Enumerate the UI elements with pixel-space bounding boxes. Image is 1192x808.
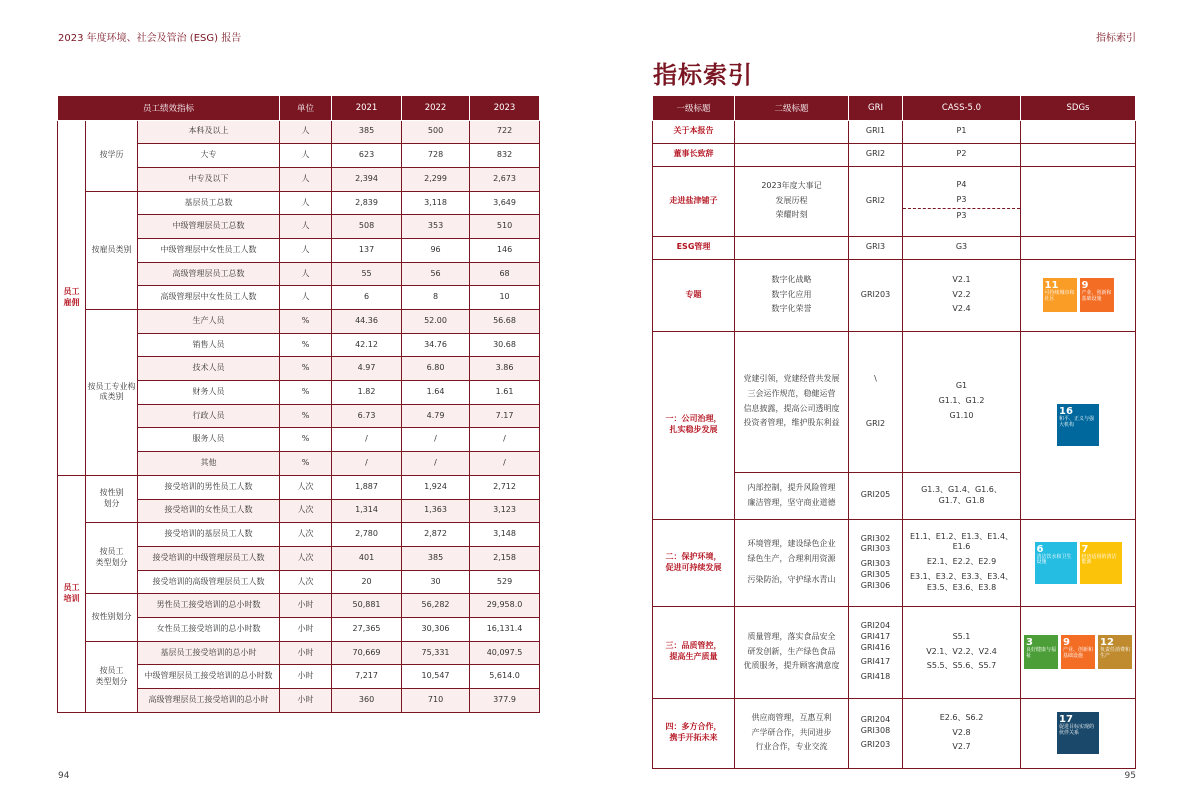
value-2022: 52.00: [402, 310, 470, 334]
cass-code: G1.3、G1.4、G1.6、 G1.7、G1.8: [903, 472, 1021, 519]
sdg-number: 9: [1081, 280, 1089, 291]
indicator-name: 销售人员: [138, 333, 280, 357]
value-2022: 30,306: [402, 617, 470, 641]
value-2022: 75,331: [402, 641, 470, 665]
category-employment: 员工 雇佣: [58, 120, 86, 475]
level1-title: 三：品质管控， 提高生产质量: [653, 606, 735, 698]
unit: 人次: [280, 546, 332, 570]
sdg-cell: [1021, 120, 1136, 143]
value-2021: 401: [332, 546, 402, 570]
sdg-9-icon: [1080, 278, 1114, 312]
sdg-6-icon: [1035, 542, 1077, 584]
value-2021: 7,217: [332, 665, 402, 689]
unit: 人次: [280, 475, 332, 499]
sdg-17-icon: [1057, 712, 1099, 754]
col-header-gri: GRI: [849, 96, 903, 120]
value-2021: 6.73: [332, 404, 402, 428]
value-2023: /: [470, 452, 540, 476]
value-2022: 1,363: [402, 499, 470, 523]
cass-item: G1: [955, 381, 968, 391]
value-2022: 56,282: [402, 594, 470, 618]
unit: 人: [280, 120, 332, 144]
value-2021: 27,365: [332, 617, 402, 641]
level2-item: 数字化战略: [771, 274, 812, 284]
sdg-16-icon: [1057, 404, 1099, 446]
sdg-cell: [1021, 143, 1136, 166]
table-row: [653, 259, 1136, 331]
table-row: [653, 519, 1136, 606]
value-2022: 728: [402, 144, 470, 168]
gri-code: GRI203: [849, 259, 903, 331]
sdg-cell: [1021, 259, 1136, 331]
sdg-label: 负责任消费和生产: [1100, 647, 1131, 659]
level2-item: 发展历程: [775, 195, 808, 205]
table-row: [58, 594, 540, 618]
unit: 人次: [280, 523, 332, 547]
cass-item: G1.1、G1.2: [938, 396, 985, 406]
sdg-9-icon: [1061, 635, 1095, 669]
sdg-label: 产业、创新和基础设施: [1081, 290, 1112, 302]
level2-title: [735, 606, 849, 698]
level2-title: [735, 519, 849, 606]
cass-code: [903, 259, 1021, 331]
indicator-name: 服务人员: [138, 428, 280, 452]
gri-code: GRI2: [849, 166, 903, 236]
group-label: 按雇员类别: [86, 191, 138, 309]
unit: 人: [280, 167, 332, 191]
value-2022: 353: [402, 215, 470, 239]
value-2023: 40,097.5: [470, 641, 540, 665]
table-row: [58, 475, 540, 499]
level2-item: 党建引领，党建经营共发展: [743, 373, 840, 383]
gri-item: GRI204 GRI308: [860, 714, 891, 735]
sdg-cell: [1021, 606, 1136, 698]
indicator-name: 接受培训的高级管理层员工人数: [138, 570, 280, 594]
level2-item: 优质服务，提升顾客满意度: [743, 661, 840, 671]
table-row: [58, 191, 540, 215]
value-2021: 6: [332, 286, 402, 310]
cass-item: V2.7: [952, 742, 971, 752]
cass-item: E1.1、E1.2、E1.3、E1.4、E1.6: [909, 531, 1014, 552]
category-training: 员工 培训: [58, 475, 86, 712]
cass-code: [903, 331, 1021, 472]
value-2021: 385: [332, 120, 402, 144]
col-header-2021: 2021: [332, 96, 402, 120]
value-2023: 2,158: [470, 546, 540, 570]
table-row: [653, 698, 1136, 768]
cass-item: V2.2: [952, 289, 971, 299]
value-2023: 832: [470, 144, 540, 168]
group-label: 按性别 划分: [86, 475, 138, 522]
cass-item: P3: [956, 210, 967, 220]
value-2022: 385: [402, 546, 470, 570]
unit: %: [280, 452, 332, 476]
value-2023: 722: [470, 120, 540, 144]
unit: %: [280, 333, 332, 357]
unit: 小时: [280, 617, 332, 641]
unit: %: [280, 357, 332, 381]
value-2022: 4.79: [402, 404, 470, 428]
cass-item: S5.1: [952, 631, 971, 641]
value-2023: 2,673: [470, 167, 540, 191]
indicator-name: 财务人员: [138, 381, 280, 405]
cass-item: E2.1、E2.2、E2.9: [926, 557, 997, 567]
level2-item: 数字化应用: [771, 289, 812, 299]
gri-code: GRI1: [849, 120, 903, 143]
level2-item: 绿色生产，合理利用资源: [747, 554, 836, 564]
value-2022: 8: [402, 286, 470, 310]
indicator-name: 技术人员: [138, 357, 280, 381]
level2-item: 研发创新，生产绿色食品: [747, 646, 836, 656]
gri-item: GRI303 GRI305 GRI306: [860, 559, 891, 590]
sdg-label: 促进目标实现的伙伴关系: [1059, 724, 1095, 736]
indicator-name: 中级管理层员工接受培训的总小时数: [138, 665, 280, 689]
value-2022: 10,547: [402, 665, 470, 689]
level2-item: 质量管理，落实食品安全: [747, 631, 836, 641]
cass-item: V2.4: [952, 304, 971, 314]
sdg-label: 良好健康与福祉: [1026, 647, 1057, 659]
level2-title: [735, 698, 849, 768]
group-label: 按员工 类型划分: [86, 641, 138, 712]
level2-item: 内部控制，提升风险管理: [747, 482, 836, 492]
table-row: [58, 120, 540, 144]
cass-code: [903, 606, 1021, 698]
cass-code: [903, 698, 1021, 768]
cass-code: P1: [903, 120, 1021, 143]
value-2023: 30.68: [470, 333, 540, 357]
value-2022: 710: [402, 689, 470, 713]
value-2022: /: [402, 452, 470, 476]
group-label: 按性别划分: [86, 594, 138, 641]
cass-item: S5.5、S5.6、S5.7: [926, 661, 997, 671]
sdg-number: 16: [1059, 406, 1073, 417]
sdg-number: 17: [1059, 714, 1073, 725]
indicator-name: 中级管理层员工总数: [138, 215, 280, 239]
level2-title: [735, 143, 849, 166]
sdg-label: 产业、创新和基础设施: [1063, 647, 1094, 659]
sdg-number: 7: [1081, 543, 1089, 555]
cass-item: E3.1、E3.2、E3.3、E3.4、 E3.5、E3.6、E3.8: [909, 571, 1014, 592]
level2-item: 投资者管理，维护股东利益: [743, 418, 840, 428]
unit: 小时: [280, 689, 332, 713]
sdg-number: 12: [1100, 637, 1114, 648]
indicator-name: 接受培训的女性员工人数: [138, 499, 280, 523]
level2-title: [735, 166, 849, 236]
cass-item: V2.8: [952, 727, 971, 737]
value-2021: /: [332, 452, 402, 476]
sdg-number: 3: [1026, 637, 1033, 648]
indicator-name: 行政人员: [138, 404, 280, 428]
unit: %: [280, 428, 332, 452]
value-2023: 1.61: [470, 381, 540, 405]
value-2023: 377.9: [470, 689, 540, 713]
value-2023: 2,712: [470, 475, 540, 499]
level2-title: [735, 236, 849, 259]
cass-item: V2.1: [952, 274, 971, 284]
indicator-name: 接受培训的基层员工人数: [138, 523, 280, 547]
value-2021: 137: [332, 238, 402, 262]
indicator-name: 高级管理层员工接受培训的总小时: [138, 689, 280, 713]
indicator-name: 本科及以上: [138, 120, 280, 144]
value-2023: 29,958.0: [470, 594, 540, 618]
indicator-name: 高级管理层员工总数: [138, 262, 280, 286]
indicator-name: 生产人员: [138, 310, 280, 334]
group-label: 按员工专业构成类别: [86, 310, 138, 476]
level1-title: 走进盐津铺子: [653, 166, 735, 236]
value-2022: 96: [402, 238, 470, 262]
level2-item: 数字化荣誉: [771, 304, 812, 314]
value-2021: 44.36: [332, 310, 402, 334]
value-2021: 2,780: [332, 523, 402, 547]
sdg-cell: [1021, 236, 1136, 259]
gri-item: GRI302 GRI303: [860, 533, 891, 554]
unit: 小时: [280, 665, 332, 689]
unit: 小时: [280, 641, 332, 665]
table-row: [653, 331, 1136, 472]
unit: 小时: [280, 594, 332, 618]
sdg-12-icon: [1098, 635, 1132, 669]
value-2021: 2,394: [332, 167, 402, 191]
unit: %: [280, 381, 332, 405]
value-2021: 55: [332, 262, 402, 286]
sdg-7-icon: [1080, 542, 1122, 584]
cass-item: V2.1、V2.2、V2.4: [926, 646, 997, 656]
indicator-name: 基层员工总数: [138, 191, 280, 215]
unit: 人次: [280, 570, 332, 594]
level1-title: 一：公司治理， 扎实稳步发展: [653, 331, 735, 519]
table-row: [653, 166, 1136, 236]
indicator-name: 中专及以下: [138, 167, 280, 191]
col-header-level2: 二级标题: [735, 96, 849, 120]
value-2022: 1,924: [402, 475, 470, 499]
sdg-label: 清洁饮水和卫生设施: [1036, 553, 1072, 565]
level2-item: 产学研合作，共同进步: [751, 727, 832, 737]
table-row: [653, 606, 1136, 698]
value-2023: 5,614.0: [470, 665, 540, 689]
indicator-name: 男性员工接受培训的总小时数: [138, 594, 280, 618]
level2-item: 廉洁管理，坚守商业道德: [747, 497, 836, 507]
value-2022: 56: [402, 262, 470, 286]
level2-title: [735, 331, 849, 472]
indicator-name: 中级管理层中女性员工人数: [138, 238, 280, 262]
unit: %: [280, 404, 332, 428]
level1-title: 四：多方合作， 携手开拓未来: [653, 698, 735, 768]
group-label: 按员工 类型划分: [86, 523, 138, 594]
table-row: [58, 523, 540, 547]
sdg-label: 和平、正义与强大机构: [1059, 416, 1095, 428]
section-header: 指标索引: [1096, 33, 1136, 44]
value-2022: 3,118: [402, 191, 470, 215]
value-2023: 68: [470, 262, 540, 286]
cass-code: [903, 519, 1021, 606]
level2-item: 荣耀时刻: [775, 210, 808, 220]
value-2022: 34.76: [402, 333, 470, 357]
level1-title: 二：保护环境， 促进可持续发展: [653, 519, 735, 606]
table-row: [653, 236, 1136, 259]
value-2022: 30: [402, 570, 470, 594]
indicator-name: 基层员工接受培训的总小时: [138, 641, 280, 665]
group-label: 按学历: [86, 120, 138, 191]
col-header-level1: 一级标题: [653, 96, 735, 120]
value-2021: 2,839: [332, 191, 402, 215]
cass-code: G3: [903, 236, 1021, 259]
unit: %: [280, 310, 332, 334]
sdg-number: 9: [1063, 637, 1070, 648]
sdg-cell: [1021, 698, 1136, 768]
col-header-sdgs: SDGs: [1021, 96, 1136, 120]
value-2021: 42.12: [332, 333, 402, 357]
col-header-2022: 2022: [402, 96, 470, 120]
indicator-name: 高级管理层中女性员工人数: [138, 286, 280, 310]
level1-title: 关于本报告: [653, 120, 735, 143]
sdg-cell: [1021, 166, 1136, 236]
gri-item: \: [874, 373, 877, 383]
sdg-label: 经济适用的清洁能源: [1081, 553, 1117, 565]
level2-title: [735, 120, 849, 143]
level2-item: 2023年度大事记: [761, 180, 822, 190]
cass-code: P2: [903, 143, 1021, 166]
sdg-number: 11: [1044, 280, 1059, 291]
page-number-left: 94: [58, 771, 70, 781]
gri-item: GRI203: [860, 740, 891, 750]
level2-title: [735, 259, 849, 331]
gri-code: [849, 698, 903, 768]
unit: 人: [280, 144, 332, 168]
cass-item: P4: [956, 180, 967, 190]
sdg-label: 可持续城市和社区: [1044, 290, 1075, 302]
indicator-name: 接受培训的中级管理层员工人数: [138, 546, 280, 570]
value-2023: 56.68: [470, 310, 540, 334]
cass-item: P3: [903, 193, 1020, 209]
value-2021: 1,887: [332, 475, 402, 499]
cass-item: E2.6、S6.2: [939, 712, 984, 722]
table-row: [653, 120, 1136, 143]
gri-code: GRI205: [849, 472, 903, 519]
unit: 人: [280, 286, 332, 310]
indicator-index-table: [652, 96, 1136, 769]
col-header-unit: 单位: [280, 96, 332, 120]
unit: 人: [280, 238, 332, 262]
level2-item: 污染防治，守护绿水青山: [747, 574, 836, 584]
col-header-indicator: 员工绩效指标: [58, 96, 280, 120]
level2-item: 三会运作规范，稳健运营: [747, 388, 836, 398]
value-2021: 4.97: [332, 357, 402, 381]
value-2021: 508: [332, 215, 402, 239]
table-header-row: [653, 96, 1136, 120]
cass-code: [903, 166, 1021, 236]
value-2023: 10: [470, 286, 540, 310]
unit: 人: [280, 191, 332, 215]
value-2023: 510: [470, 215, 540, 239]
employee-performance-table: [57, 96, 540, 713]
value-2023: 3,649: [470, 191, 540, 215]
level1-title: 董事长致辞: [653, 143, 735, 166]
table-row: [653, 143, 1136, 166]
col-header-2023: 2023: [470, 96, 540, 120]
level2-item: 供应商管理，互惠互利: [751, 712, 832, 722]
indicator-name: 女性员工接受培训的总小时数: [138, 617, 280, 641]
gri-code: [849, 519, 903, 606]
gri-code: [849, 606, 903, 698]
level2-item: 信息披露，提高公司透明度: [743, 403, 840, 413]
value-2023: 3,123: [470, 499, 540, 523]
gri-code: GRI2: [849, 143, 903, 166]
value-2022: 2,299: [402, 167, 470, 191]
value-2023: 146: [470, 238, 540, 262]
value-2021: 360: [332, 689, 402, 713]
value-2023: 529: [470, 570, 540, 594]
gri-item: GRI204 GRI417 GRI416: [860, 621, 891, 652]
report-header: 2023 年度环境、社会及管治 (ESG) 报告: [58, 33, 242, 44]
page-number-right: 95: [1124, 771, 1136, 781]
sdg-number: 6: [1036, 543, 1044, 555]
value-2021: 70,669: [332, 641, 402, 665]
cass-item: G1.10: [949, 410, 974, 420]
value-2021: 20: [332, 570, 402, 594]
value-2023: 7.17: [470, 404, 540, 428]
level2-item: 环境管理，建设绿色企业: [747, 539, 836, 549]
gri-code: GRI3: [849, 236, 903, 259]
sdg-11-icon: [1043, 278, 1077, 312]
unit: 人: [280, 262, 332, 286]
value-2023: 16,131.4: [470, 617, 540, 641]
value-2023: 3,148: [470, 523, 540, 547]
level2-title: [735, 472, 849, 519]
value-2022: /: [402, 428, 470, 452]
level1-title: 专题: [653, 259, 735, 331]
indicator-name: 大专: [138, 144, 280, 168]
indicator-name: 接受培训的男性员工人数: [138, 475, 280, 499]
sdg-3-icon: [1024, 635, 1058, 669]
value-2022: 2,872: [402, 523, 470, 547]
level1-title: ESG管理: [653, 236, 735, 259]
value-2022: 1.64: [402, 381, 470, 405]
value-2021: 1,314: [332, 499, 402, 523]
value-2023: 3.86: [470, 357, 540, 381]
gri-code: [849, 331, 903, 472]
sdg-cell: [1021, 519, 1136, 606]
col-header-cass: CASS-5.0: [903, 96, 1021, 120]
value-2021: 1.82: [332, 381, 402, 405]
table-row: [58, 310, 540, 334]
unit: 人次: [280, 499, 332, 523]
gri-item: GRI418: [860, 672, 891, 682]
value-2021: 50,881: [332, 594, 402, 618]
sdg-cell: [1021, 331, 1136, 519]
gri-item: GRI417: [860, 657, 891, 667]
value-2022: 500: [402, 120, 470, 144]
level2-item: 行业合作，专业交流: [755, 742, 828, 752]
unit: 人: [280, 215, 332, 239]
gri-item: GRI2: [865, 418, 886, 428]
value-2022: 6.80: [402, 357, 470, 381]
table-header-row: [58, 96, 540, 120]
value-2021: 623: [332, 144, 402, 168]
page-title: 指标索引: [653, 61, 753, 89]
value-2023: /: [470, 428, 540, 452]
indicator-name: 其他: [138, 452, 280, 476]
table-row: [58, 641, 540, 665]
value-2021: /: [332, 428, 402, 452]
